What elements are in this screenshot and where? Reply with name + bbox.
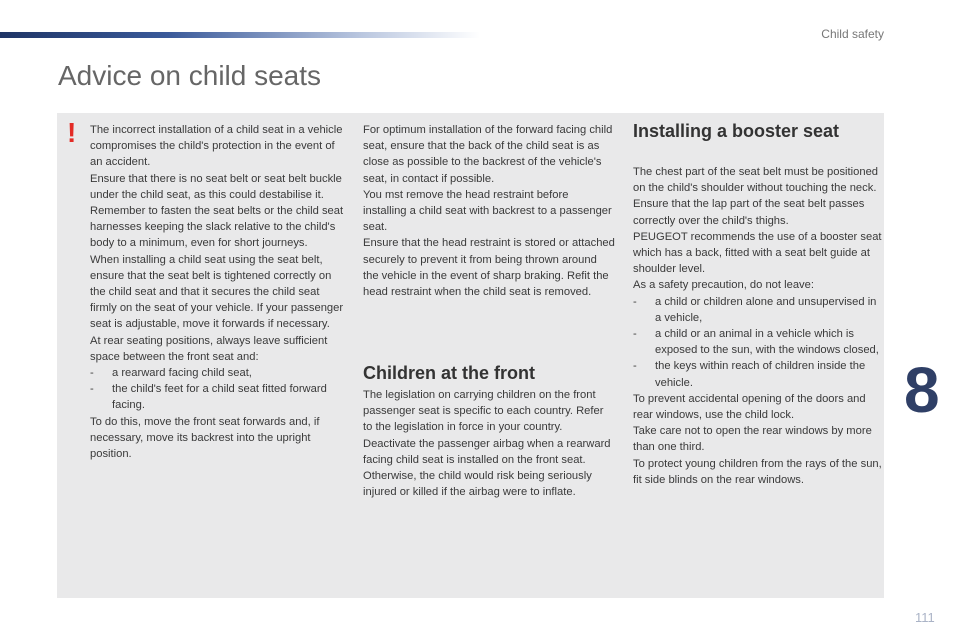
list-item: - the keys within reach of children inside the vehicle. bbox=[633, 360, 866, 389]
forward-paragraph: Ensure that the head restraint is stored or attached securely to prevent it from being thrown around the vehicle in the event of sharp braking. Refit the head restraint when the child seat is removed. bbox=[363, 237, 615, 299]
booster-paragraph: As a safety precaution, do not leave: bbox=[633, 279, 814, 292]
list-dash: - bbox=[633, 328, 637, 341]
booster-seat-block bbox=[633, 164, 885, 488]
section-label: Child safety bbox=[821, 27, 884, 41]
warning-block bbox=[90, 122, 345, 462]
forward-paragraph: For optimum installation of the forward facing child seat, ensure that the back of the child seat is as close as possible to the backrest of the vehicle's seat, in contact if possible. bbox=[363, 124, 613, 185]
header-accent-bar bbox=[0, 32, 480, 38]
forward-paragraph: You mst remove the head restraint before installing a child seat with backrest to a passenger seat. bbox=[363, 188, 612, 234]
list-item: - a child or an animal in a vehicle which is exposed to the sun, with the windows closed, bbox=[633, 328, 879, 357]
warning-paragraph: The incorrect installation of a child seat in a vehicle compromises the child's protection in the event of an accident. bbox=[90, 124, 343, 169]
booster-closing: To protect young children from the rays of the sun, fit side blinds on the rear windows. bbox=[633, 457, 882, 486]
list-dash: - bbox=[90, 383, 94, 396]
list-item: - a child or children alone and unsupervised in a vehicle, bbox=[633, 295, 877, 324]
booster-paragraph: PEUGEOT recommends the use of a booster seat which has a back, fitted with a seat belt guide at shoulder level. bbox=[633, 230, 882, 276]
list-item: - a rearward facing child seat, bbox=[90, 365, 345, 381]
front-paragraph: The legislation on carrying children on the front passenger seat is specific to each country. Refer to the legislation in force in your country. bbox=[363, 389, 604, 434]
booster-seat-heading: Installing a booster seat bbox=[633, 121, 840, 141]
front-paragraph: Deactivate the passenger airbag when a rearward facing child seat is installed on the front seat. bbox=[363, 437, 611, 466]
booster-paragraph: The chest part of the seat belt must be positioned on the child's shoulder without touching the neck. bbox=[633, 166, 879, 195]
warning-paragraph: At rear seating positions, always leave sufficient space between the front seat and: bbox=[90, 334, 328, 363]
list-dash: - bbox=[633, 295, 637, 308]
forward-facing-block bbox=[363, 122, 615, 300]
page-title: Advice on child seats bbox=[58, 60, 322, 91]
list-dash: - bbox=[90, 367, 94, 380]
warning-paragraph: Ensure that there is no seat belt or seat belt buckle under the child seat, as this could destabilise it. bbox=[90, 172, 342, 201]
children-at-front-heading: Children at the front bbox=[363, 363, 535, 383]
page-number: 111 bbox=[915, 610, 935, 625]
warning-paragraph: Remember to fasten the seat belts or the child seat harnesses keeping the slack relative to the child's body to a minimum, even for short journeys. bbox=[90, 205, 344, 250]
list-dash: - bbox=[633, 360, 637, 373]
warning-closing: To do this, move the front seat forwards and, if necessary, move its backrest into the upright position. bbox=[90, 415, 320, 461]
chapter-number: 8 bbox=[904, 354, 940, 426]
front-paragraph: Otherwise, the child would risk being seriously injured or killed if the airbag were to inflate. bbox=[363, 470, 592, 499]
booster-closing: Take care not to open the rear windows by more than one third. bbox=[633, 425, 872, 454]
list-item: - the child's feet for a child seat fitted forward facing. bbox=[90, 383, 327, 412]
exclamation-icon: ! bbox=[67, 117, 77, 148]
warning-paragraph: When installing a child seat using the seat belt, ensure that the seat belt is tightened correctly on the child seat and that it secures the child seat firmly on the seat of your vehicle. If your passenger seat is adjustable, move it forwards if necessary. bbox=[90, 253, 344, 331]
booster-paragraph: Ensure that the lap part of the seat belt passes correctly over the child's thighs. bbox=[633, 198, 865, 227]
children-at-front-block bbox=[363, 387, 613, 500]
booster-closing: To prevent accidental opening of the doors and rear windows, use the child lock. bbox=[633, 392, 866, 422]
